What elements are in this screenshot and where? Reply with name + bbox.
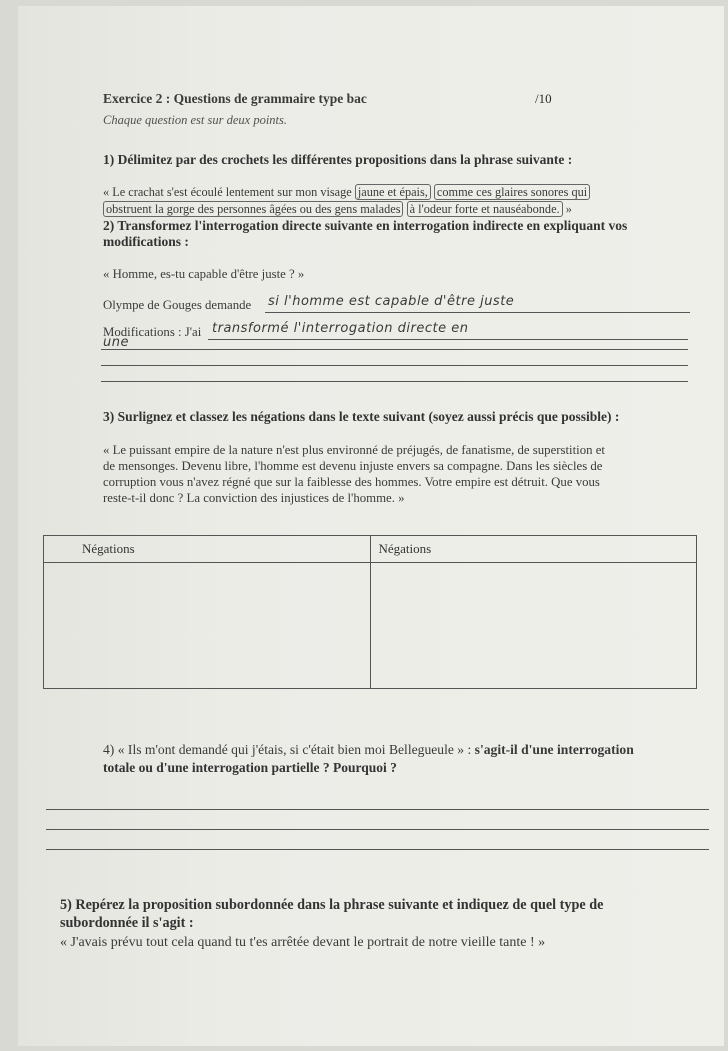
q3-prompt: 3) Surlignez et classez les négations dans le texte suivant (soyez aussi précis que possible) : [103, 409, 620, 424]
instruction-text: Chaque question est sur deux points. [103, 113, 288, 127]
table-header: Négations [44, 536, 371, 563]
answer-line [101, 365, 688, 366]
q5-quote: « J'avais prévu tout cela quand tu t'es arrêtée devant le portrait de notre vieille tante ! » [60, 935, 546, 950]
score-total: /10 [535, 91, 552, 106]
q1-clause-bracketed: obstruent la gorge des personnes âgées ou des gens malades [103, 201, 403, 217]
table-cell[interactable] [44, 563, 371, 689]
q1-closing-quote: » [565, 202, 572, 216]
q2-answer-handwritten[interactable]: si l'homme est capable d'être juste [268, 294, 515, 309]
q1-clause: « Le crachat s'est écoulé lentement sur mon visage [103, 185, 352, 199]
q1-clause-bracketed: jaune et épais, [355, 184, 431, 200]
answer-line [265, 312, 690, 313]
answer-line [208, 339, 688, 340]
answer-line [101, 381, 688, 382]
negations-table [43, 535, 697, 689]
q1-sentence-line2 [103, 201, 572, 217]
q3-text-line: reste-t-il donc ? La conviction des injustices de l'homme. » [103, 491, 405, 505]
q1-prompt: 1) Délimitez par des crochets les différentes propositions dans la phrase suivante : [103, 152, 573, 167]
q4-quote: 4) « Ils m'ont demandé qui j'étais, si c'était bien moi Bellegueule » : [103, 742, 475, 757]
q4-prompt-line1 [103, 742, 634, 758]
q2-modifications-handwritten-2[interactable]: une [103, 335, 129, 350]
q2-modifications-label: Modifications : J'ai [103, 325, 202, 339]
table-cell[interactable] [370, 563, 697, 689]
answer-line [101, 349, 688, 350]
q1-sentence-line1 [103, 184, 590, 200]
q5-prompt-line2: subordonnée il s'agit : [60, 915, 194, 931]
answer-line[interactable] [46, 829, 709, 830]
q2-prompt-line1: 2) Transformez l'interrogation directe suivante en interrogation indirecte en expliquant vos [103, 218, 628, 233]
q2-quote: « Homme, es-tu capable d'être juste ? » [103, 267, 305, 281]
q3-text-line: de mensonges. Devenu libre, l'homme est devenu injuste envers sa compagne. Dans les siècles de [103, 459, 603, 473]
answer-line[interactable] [46, 809, 709, 810]
q1-clause-bracketed: comme ces glaires sonores qui [434, 184, 590, 200]
q4-question: s'agit-il d'une interrogation [474, 742, 634, 757]
answer-line[interactable] [46, 849, 709, 850]
q5-prompt-line1: 5) Repérez la proposition subordonnée dans la phrase suivante et indiquez de quel type de [60, 897, 604, 913]
q4-prompt-line2: totale ou d'une interrogation partielle ? Pourquoi ? [103, 760, 397, 775]
table-header: Négations [370, 536, 697, 563]
q1-clause-bracketed: à l'odeur forte et nauséabonde. [407, 201, 563, 217]
q2-prompt-line2: modifications : [103, 234, 189, 249]
q3-text-line: « Le puissant empire de la nature n'est plus environné de préjugés, de fanatisme, de superstition et [103, 443, 605, 457]
exercise-title: Exercice 2 : Questions de grammaire type bac [103, 91, 367, 106]
q3-text-line: corruption vous n'avez régné que sur la faiblesse des hommes. Votre empire est détruit. Que vous [103, 475, 600, 489]
q2-modifications-handwritten[interactable]: transformé l'interrogation directe en [212, 321, 469, 336]
q2-answer-label: Olympe de Gouges demande [103, 298, 252, 312]
